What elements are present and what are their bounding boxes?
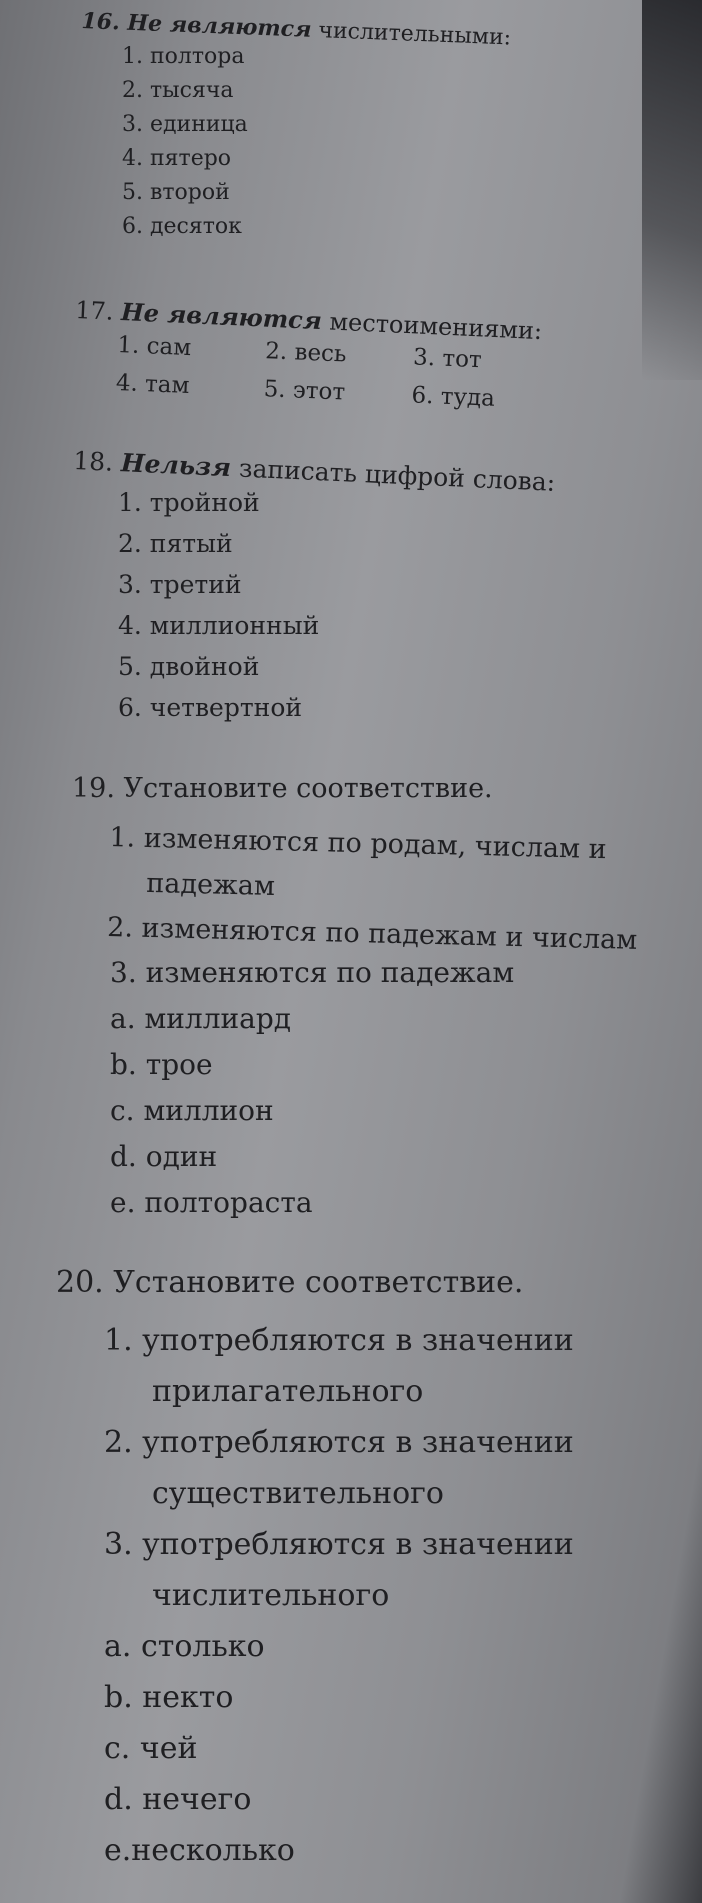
question-18-option: 5. двойной (118, 652, 260, 681)
question-17-option: 4. там (115, 369, 190, 400)
question-18-title-emphasis: Нельзя (120, 448, 232, 483)
question-19-answer: e. полтораста (110, 1186, 313, 1219)
question-17-option: 2. весь (264, 338, 348, 368)
question-17-title-emphasis: Не являются (120, 297, 323, 336)
question-16-option: 4. пятеро (122, 146, 232, 171)
question-20-options (104, 1315, 574, 1876)
question-18-number: 18. (72, 446, 114, 477)
question-20-option: 1. употребляются в значении (104, 1323, 574, 1358)
question-20-option-continuation: существительного (152, 1476, 444, 1511)
question-16-title-rest: числительными: (311, 17, 512, 51)
question-18-options (118, 482, 319, 728)
question-20-option-continuation: прилагательного (152, 1374, 424, 1409)
question-16-option: 5. второй (122, 180, 230, 205)
question-19-answer: b. трое (110, 1048, 213, 1081)
question-18-option: 6. четвертной (118, 693, 303, 722)
question-19-option: 3. изменяются по падежам (110, 956, 515, 989)
question-16-option: 2. тысяча (122, 78, 234, 103)
question-19-title: 19. Установите соответствие. (72, 773, 493, 804)
question-20-option-continuation: числительного (152, 1578, 390, 1613)
question-19 (72, 773, 493, 804)
question-19-option: 2. изменяются по падежам и числам (106, 911, 638, 956)
question-19-option: 1. изменяются по родам, числам и (109, 821, 607, 866)
question-16-option: 6. десяток (122, 214, 242, 239)
question-20-answer: a. столько (104, 1629, 265, 1664)
question-17-option: 5. этот (263, 376, 346, 406)
question-20-answer: d. нечего (104, 1782, 252, 1817)
question-17-option: 6. туда (411, 382, 496, 412)
question-16-options (122, 40, 248, 244)
question-20-answer: b. некто (104, 1680, 234, 1715)
question-19-options-lower (110, 950, 514, 1226)
question-19-options (107, 815, 640, 963)
question-17-title-rest: местоимениями: (321, 307, 543, 346)
question-18-option: 1. тройной (118, 488, 260, 517)
question-20-option: 3. употребляются в значении (104, 1527, 574, 1562)
question-16-option: 1. полтора (122, 44, 245, 69)
question-18-title-rest: записать цифрой слова: (230, 453, 556, 497)
question-20-answer: e.несколько (104, 1833, 295, 1868)
question-17-option: 3. тот (412, 344, 483, 374)
question-18-option: 3. третий (118, 570, 242, 599)
question-19-answer: d. один (110, 1140, 218, 1173)
question-20-option: 2. употребляются в значении (104, 1425, 574, 1460)
question-17-option: 1. сам (116, 332, 192, 362)
question-19-answer: a. миллиард (110, 1002, 292, 1035)
question-18-option: 2. пятый (118, 529, 233, 558)
question-17-number: 17. (74, 295, 115, 326)
question-18-option: 4. миллионный (118, 611, 320, 640)
question-20 (56, 1265, 523, 1300)
question-16-title-emphasis: 16. Не являются (81, 8, 313, 43)
question-20-title: 20. Установите соответствие. (56, 1265, 524, 1300)
question-17-options (115, 332, 538, 430)
question-16-option: 3. единица (122, 112, 248, 137)
question-20-answer: c. чей (104, 1731, 198, 1766)
question-19-option-continuation: падежам (145, 867, 276, 903)
question-19-answer: c. миллион (110, 1094, 274, 1127)
